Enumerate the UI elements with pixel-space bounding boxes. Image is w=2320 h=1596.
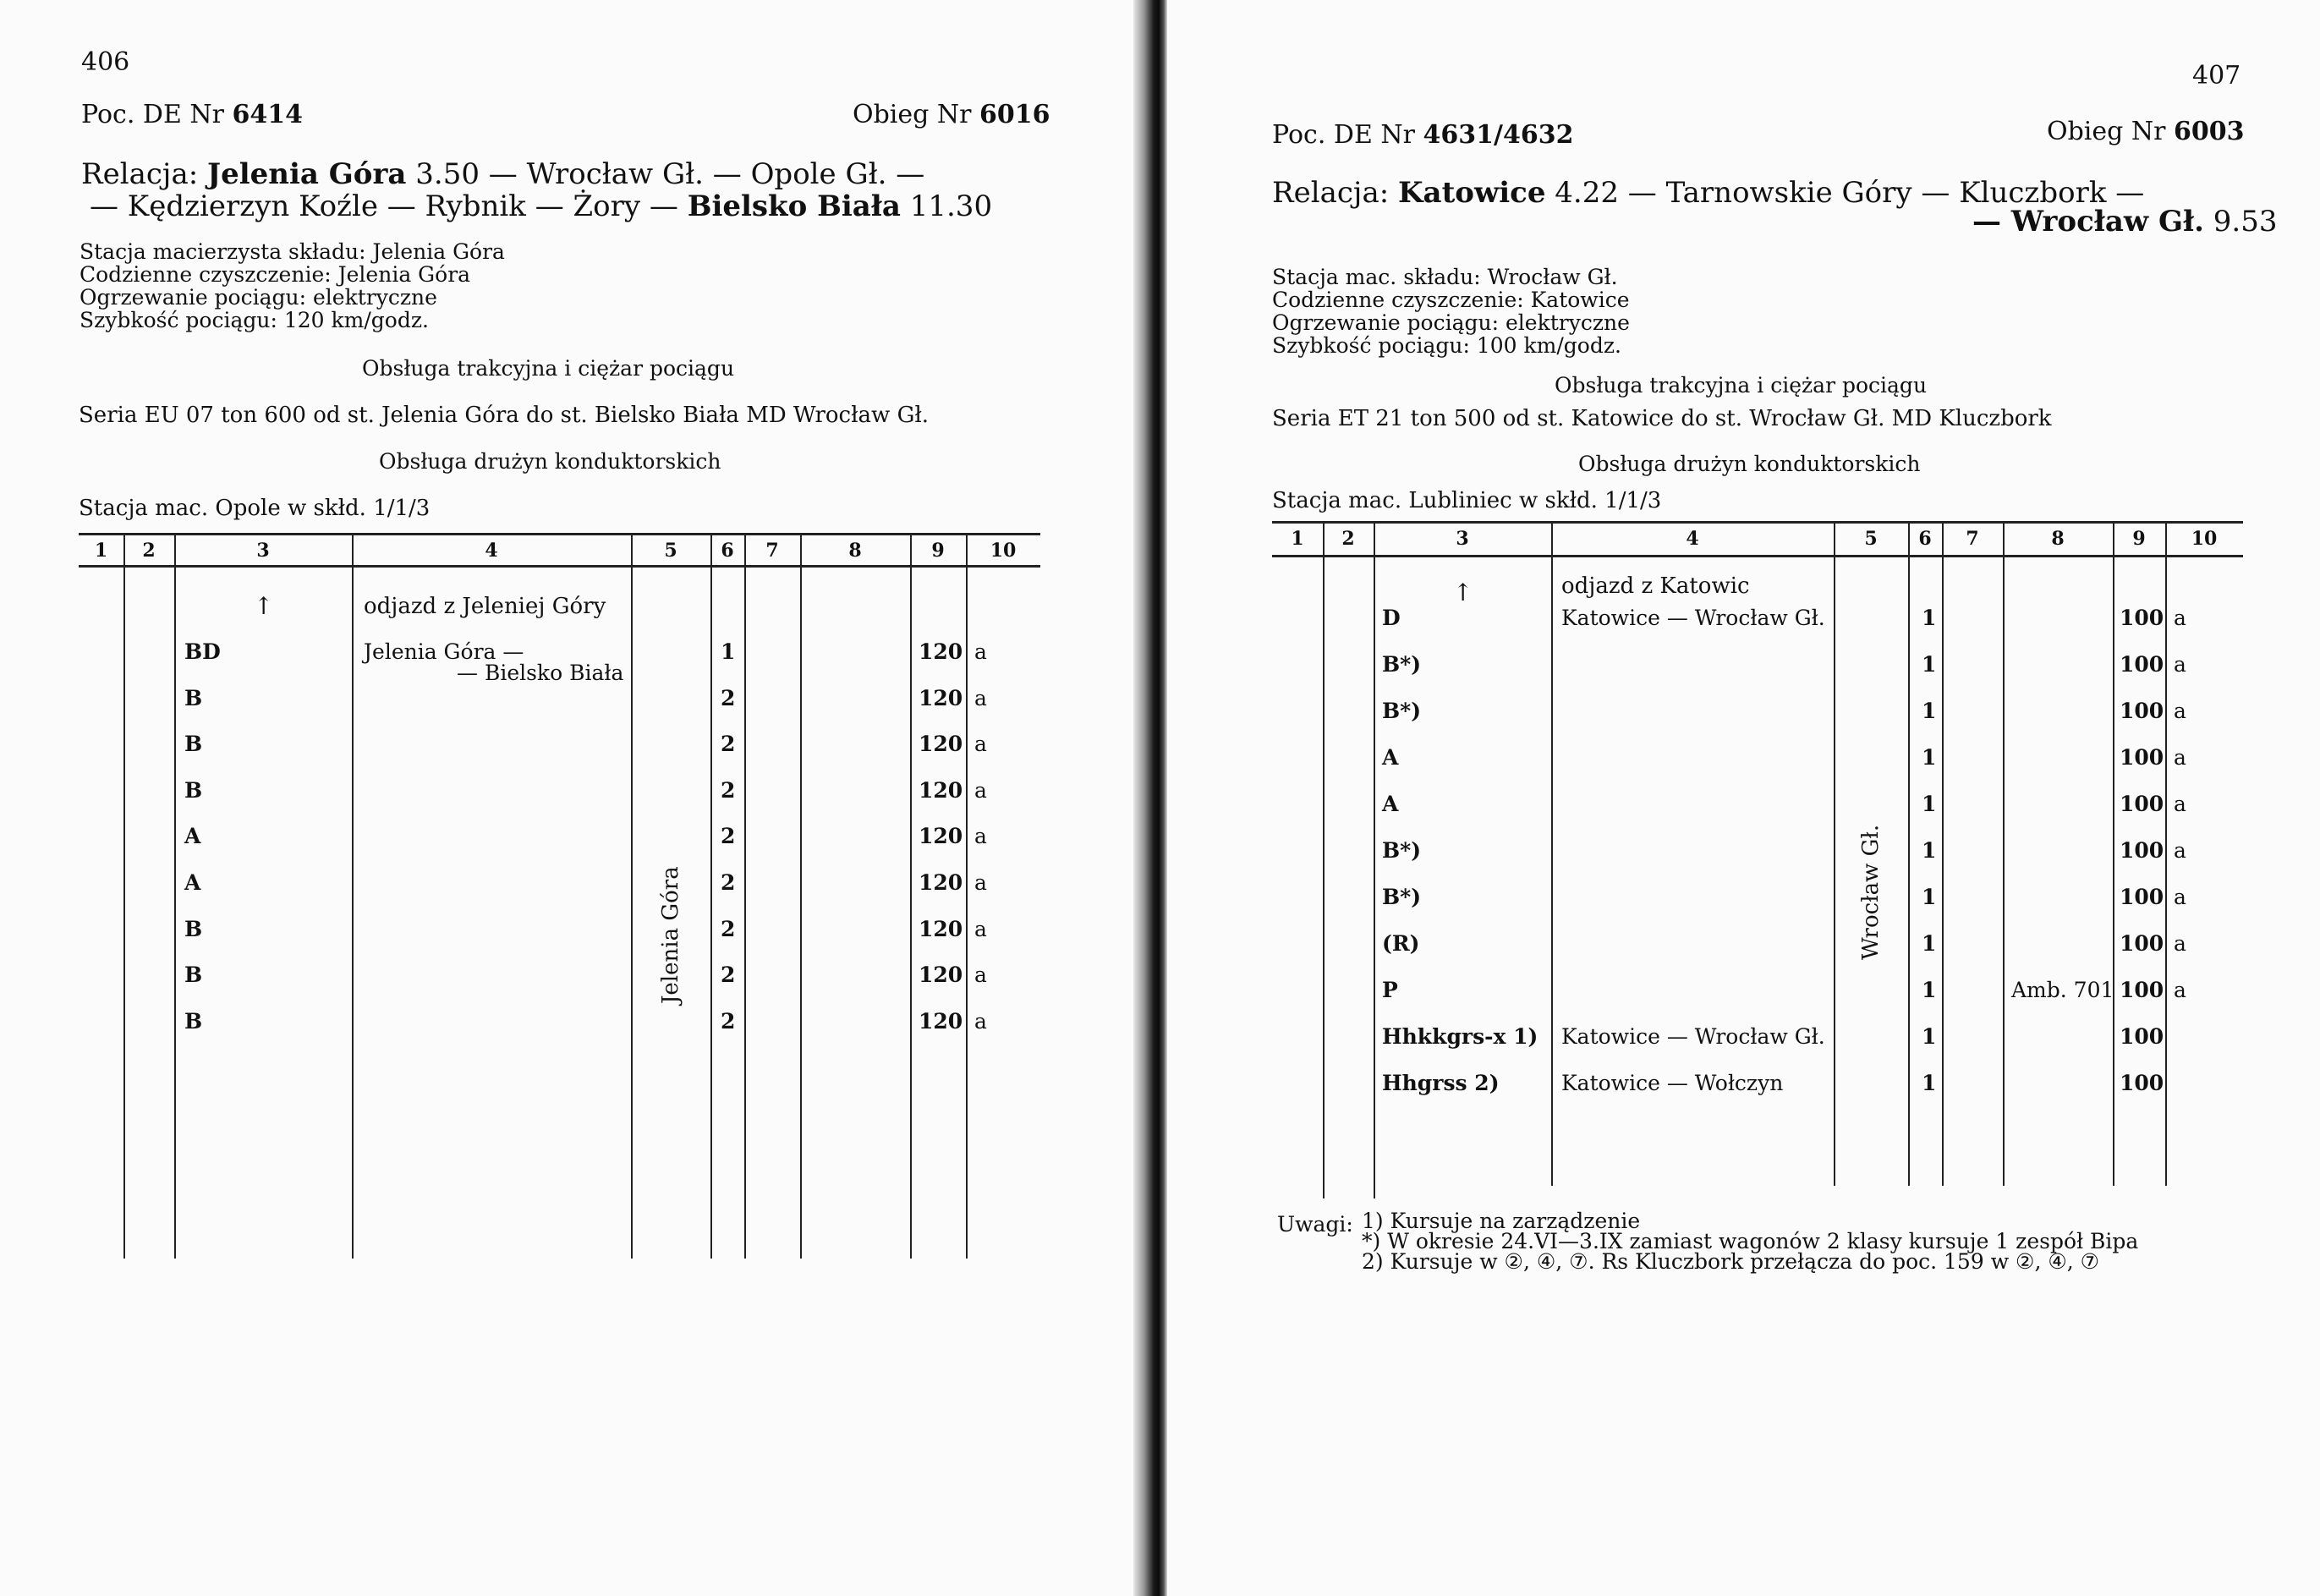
row-col9: 100: [2120, 838, 2164, 863]
train-label: Poc. DE Nr: [81, 100, 224, 129]
traction-heading: Obsługa trakcyjna i ciężar pociągu: [1555, 373, 1928, 398]
row-col9: 100: [2120, 652, 2164, 677]
row-col6: 1: [1922, 838, 1937, 863]
row-col9: 100: [2120, 745, 2164, 770]
note-line: *) W okresie 24.VI—3.IX zamiast wagonów 2 klasy kursuje 1 zespół Bipa: [1362, 1229, 2139, 1253]
series-line: Seria ET 21 ton 500 od st. Katowice do st. Wrocław Gł. MD Kluczbork: [1272, 406, 2052, 431]
right-page: [1167, 0, 2320, 1596]
row-type: A: [184, 824, 201, 849]
row-col9: 100: [2120, 1071, 2164, 1095]
obieg-header-left: [853, 100, 1050, 129]
col-header-10: 10: [2191, 528, 2218, 550]
row-col9: 120: [919, 685, 963, 710]
row-col9: 100: [2120, 885, 2164, 909]
row-col6: 2: [721, 685, 736, 710]
note-line: 2) Kursuje w ②, ④, ⑦. Rs Kluczbork przełącza do poc. 159 w ②, ④, ⑦: [1362, 1249, 2100, 1274]
col-header-3: 3: [1456, 528, 1469, 550]
row-type: B*): [1382, 699, 1422, 723]
obieg-number: 6003: [2174, 117, 2245, 146]
col-header-7: 7: [765, 540, 779, 562]
relation-line-2: [1972, 205, 2277, 239]
relation-end-time: 11.30: [909, 189, 993, 223]
row-col9: 100: [2120, 978, 2164, 1002]
col-header-5: 5: [1864, 528, 1878, 550]
row-col6: 1: [1922, 931, 1937, 956]
row-type: B: [184, 777, 203, 803]
row-type: P: [1382, 978, 1398, 1002]
row-col10: a: [974, 685, 987, 710]
info-line: Ogrzewanie pociągu: elektryczne: [1272, 310, 1630, 335]
row-type: A: [1382, 792, 1399, 816]
row-col9: 100: [2120, 606, 2164, 630]
home-station: Stacja mac. Lubliniec w skłd. 1/1/3: [1272, 488, 1662, 513]
arrow-up-icon: ↑: [1453, 579, 1473, 606]
row-col6: 2: [721, 963, 736, 988]
series-line: Seria EU 07 ton 600 od st. Jelenia Góra do st. Bielsko Biała MD Wrocław Gł.: [79, 403, 930, 428]
col-header-9: 9: [931, 540, 945, 562]
col-header-9: 9: [2132, 528, 2146, 550]
row-type: B: [184, 963, 203, 988]
relation-end-time: 9.53: [2213, 205, 2278, 239]
row-col9: 120: [919, 732, 963, 757]
row-col10: a: [974, 963, 987, 988]
row-col4: Katowice — Wrocław Gł.: [1561, 1024, 1825, 1049]
row-col9: 100: [2120, 931, 2164, 956]
row-col4: Katowice — Wrocław Gł.: [1561, 606, 1825, 630]
col5-vertical-station: Wrocław Gł.: [1858, 824, 1884, 960]
obieg-label: Obieg Nr: [2047, 117, 2166, 146]
info-line: Stacja mac. składu: Wrocław Gł.: [1272, 265, 1618, 289]
obieg-header-right: [2047, 117, 2245, 146]
home-station: Stacja mac. Opole w skłd. 1/1/3: [79, 496, 431, 521]
obieg-label: Obieg Nr: [853, 100, 972, 129]
row-col6: 1: [721, 639, 736, 664]
row-type: B: [184, 732, 203, 757]
info-line: Ogrzewanie pociągu: elektryczne: [80, 285, 437, 310]
row-col6: 1: [1922, 1071, 1937, 1095]
relation-line-2: [90, 189, 992, 223]
col-header-8: 8: [848, 540, 862, 562]
row-col6: 2: [721, 777, 736, 803]
train-header-right: [1272, 120, 1573, 150]
row-col6: 2: [721, 870, 736, 895]
page-number-left: 406: [81, 47, 130, 77]
book-gutter: [1133, 0, 1167, 1596]
row-col10: a: [2174, 931, 2186, 956]
note-line: 1) Kursuje na zarządzenie: [1362, 1209, 1641, 1233]
row-col9: 120: [919, 963, 963, 988]
train-info: [80, 240, 505, 332]
row-type: BD: [184, 639, 221, 664]
row-type: B*): [1382, 885, 1422, 909]
train-info: [1272, 266, 1630, 357]
col5-vertical-station: Jelenia Góra: [658, 866, 683, 1004]
relation-start: Katowice: [1398, 176, 1546, 210]
relation-middle: — Kędzierzyn Koźle — Rybnik — Żory —: [90, 189, 678, 223]
notes-label: Uwagi:: [1277, 1212, 1353, 1237]
col-header-1: 1: [1291, 528, 1304, 550]
relation-end: Bielsko Biała: [687, 189, 901, 223]
col-header-4: 4: [485, 540, 498, 562]
col-header-6: 6: [1918, 528, 1932, 550]
row-col10: a: [974, 824, 987, 849]
arrow-up-icon: ↑: [254, 592, 274, 620]
route-line-1: Jelenia Góra —: [364, 639, 524, 664]
row-col6: 2: [721, 824, 736, 849]
col-header-3: 3: [256, 540, 270, 562]
col-header-5: 5: [664, 540, 677, 562]
train-label: Poc. DE Nr: [1272, 120, 1415, 150]
obieg-number: 6016: [979, 100, 1050, 129]
relation-prefix: Relacja:: [1272, 176, 1390, 210]
row-col9: 100: [2120, 792, 2164, 816]
row-col10: a: [2174, 978, 2186, 1002]
row-col9: 120: [919, 639, 963, 664]
row-col10: a: [2174, 652, 2186, 677]
row-col10: a: [974, 777, 987, 803]
route-line-2: — Bielsko Biała: [457, 661, 624, 685]
relation-start: Jelenia Góra: [207, 157, 407, 191]
info-line: Szybkość pociągu: 120 km/godz.: [80, 308, 429, 332]
row-type: B: [184, 1008, 203, 1034]
row-col9: 120: [919, 824, 963, 849]
crew-heading: Obsługa drużyn konduktorskich: [1578, 452, 1921, 476]
row-col8: Amb. 701: [2011, 978, 2114, 1002]
row-col6: 2: [721, 732, 736, 757]
row-col10: a: [2174, 699, 2186, 723]
col-header-8: 8: [2051, 528, 2065, 550]
relation-rest: 4.22 — Tarnowskie Góry — Kluczbork —: [1555, 176, 2145, 210]
row-col6: 1: [1922, 1024, 1937, 1049]
row-col6: 1: [1922, 652, 1937, 677]
info-line: Codzienne czyszczenie: Katowice: [1272, 288, 1630, 312]
row-col10: a: [2174, 745, 2186, 770]
row-col10: a: [974, 639, 987, 664]
row-col9: 120: [919, 870, 963, 895]
info-line: Szybkość pociągu: 100 km/godz.: [1272, 333, 1621, 358]
row-col6: 1: [1922, 885, 1937, 909]
row-col6: 1: [1922, 699, 1937, 723]
row-col10: a: [974, 1008, 987, 1034]
row-col10: a: [2174, 792, 2186, 816]
row-col6: 2: [721, 1008, 736, 1034]
departure-note: odjazd z Jeleniej Góry: [364, 594, 606, 619]
col-header-1: 1: [94, 540, 108, 562]
relation-prefix: Relacja:: [81, 157, 199, 191]
row-type: D: [1382, 606, 1401, 630]
row-col9: 120: [919, 777, 963, 803]
row-type: (R): [1382, 931, 1420, 956]
row-col6: 1: [1922, 606, 1937, 630]
relation-end: — Wrocław Gł.: [1972, 205, 2204, 239]
row-col6: 1: [1922, 745, 1937, 770]
row-col9: 100: [2120, 1024, 2164, 1049]
row-type: B: [184, 685, 203, 710]
row-col10: a: [2174, 606, 2186, 630]
row-col9: 120: [919, 1008, 963, 1034]
col-header-7: 7: [1966, 528, 1979, 550]
relation-line-1: [81, 157, 924, 191]
row-type: Hhkkgrs-x 1): [1382, 1024, 1538, 1049]
row-type: Hhgrss 2): [1382, 1071, 1500, 1095]
row-col4: Katowice — Wołczyn: [1561, 1071, 1784, 1095]
info-line: Codzienne czyszczenie: Jelenia Góra: [80, 262, 471, 287]
row-type: B*): [1382, 652, 1422, 677]
page-number-right: 407: [2192, 61, 2241, 90]
traction-heading: Obsługa trakcyjna i ciężar pociągu: [362, 356, 735, 381]
departure-note: odjazd z Katowic: [1561, 573, 1750, 599]
info-line: Stacja macierzysta składu: Jelenia Góra: [80, 239, 505, 264]
row-type: B*): [1382, 838, 1422, 863]
row-col10: a: [974, 916, 987, 941]
row-col10: a: [2174, 885, 2186, 909]
row-col9: 100: [2120, 699, 2164, 723]
train-number: 4631/4632: [1423, 120, 1574, 150]
col-header-10: 10: [990, 540, 1017, 562]
row-col9: 120: [919, 916, 963, 941]
crew-heading: Obsługa drużyn konduktorskich: [379, 449, 721, 474]
col-header-2: 2: [1341, 528, 1355, 550]
row-col6: 1: [1922, 978, 1937, 1002]
train-number: 6414: [232, 100, 304, 129]
col-header-6: 6: [721, 540, 734, 562]
col-header-4: 4: [1686, 528, 1699, 550]
row-col6: 1: [1922, 792, 1937, 816]
relation-rest: 3.50 — Wrocław Gł. — Opole Gł. —: [415, 157, 925, 191]
row-col6: 2: [721, 916, 736, 941]
row-type: A: [184, 870, 201, 895]
left-page: [0, 0, 1133, 1596]
row-col10: a: [974, 732, 987, 757]
row-col10: a: [974, 870, 987, 895]
row-type: B: [184, 916, 203, 941]
col-header-2: 2: [142, 540, 156, 562]
row-type: A: [1382, 745, 1399, 770]
train-header-left: [81, 100, 303, 129]
row-col10: a: [2174, 838, 2186, 863]
